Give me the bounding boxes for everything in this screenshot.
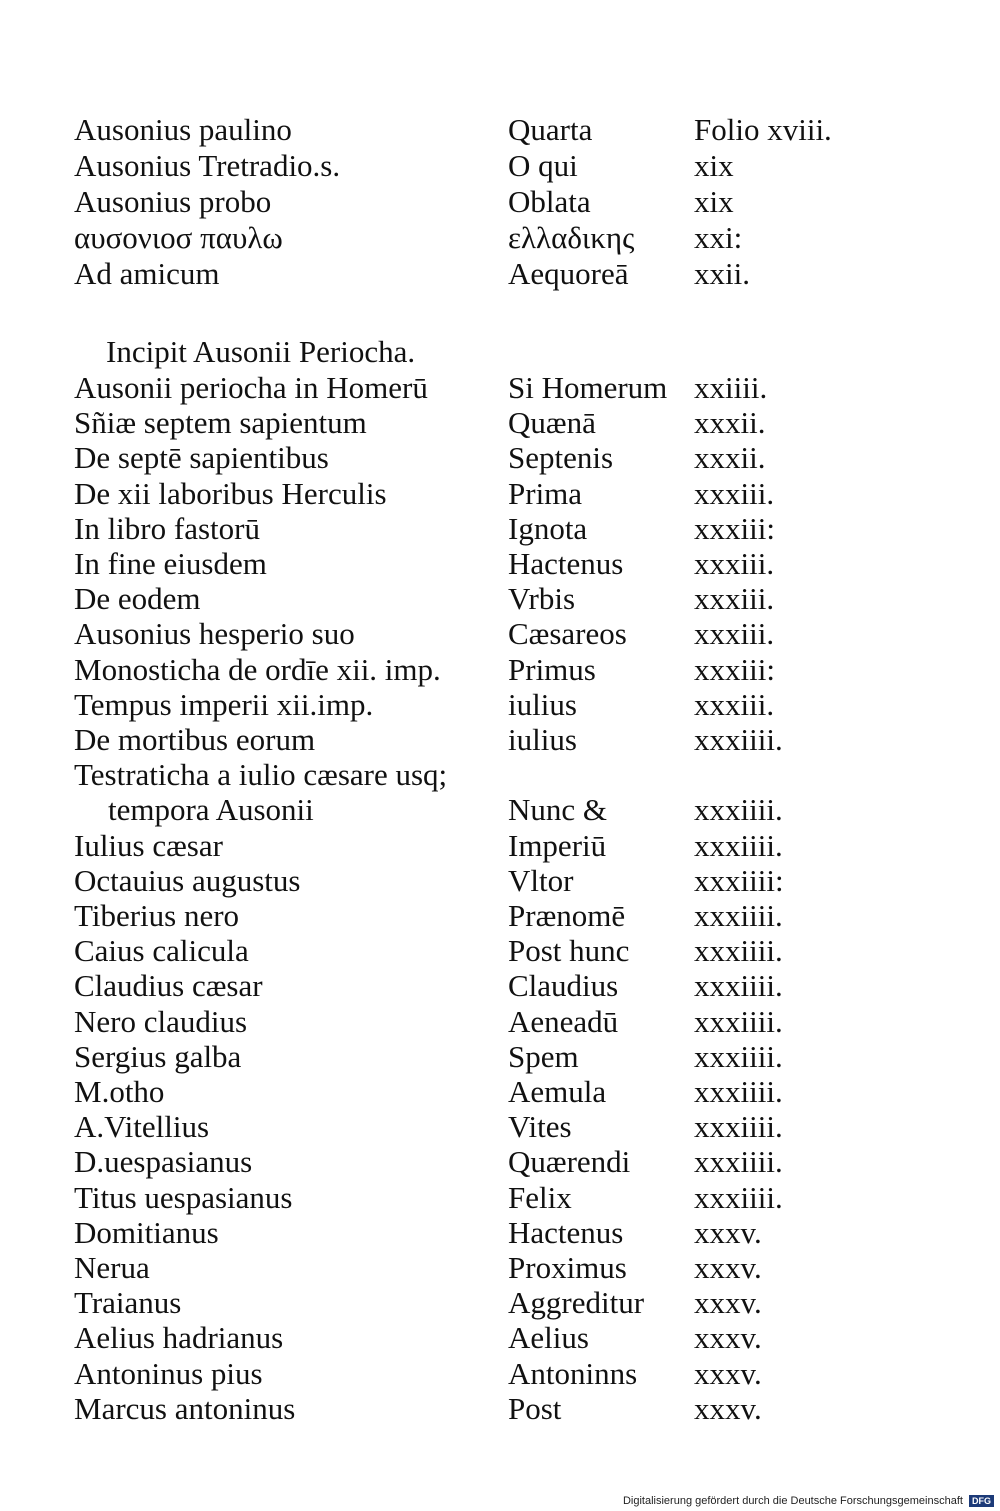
index-row	[0, 898, 1000, 934]
digitization-credit	[623, 1495, 994, 1507]
entry-title: In fine eiusdem	[74, 546, 267, 581]
section-heading: Incipit Ausonii Periocha.	[106, 334, 416, 369]
entry-folio: xxxiiii.	[694, 1003, 783, 1039]
entry-title: tempora Ausonii	[108, 792, 314, 828]
index-row	[0, 616, 1000, 652]
entry-title: Ausonii periocha in Homerū	[74, 370, 428, 405]
entry-folio: xxxiiii.	[694, 1179, 783, 1215]
index-row	[0, 220, 1000, 256]
index-row	[0, 1074, 1000, 1110]
entry-title: Claudius cæsar	[74, 968, 263, 1004]
entry-folio: xxxv.	[694, 1285, 762, 1321]
index-row	[0, 148, 1000, 184]
entry-incipit: Aelius	[508, 1320, 589, 1356]
entry-folio: xxxiiii.	[694, 827, 783, 863]
entry-incipit: Vltor	[508, 862, 574, 898]
entry-title: In libro fastorū	[74, 510, 260, 546]
entry-title: Domitianus	[74, 1214, 219, 1250]
entry-incipit: Vrbis	[508, 581, 576, 617]
entry-incipit: Post	[508, 1390, 562, 1426]
index-row	[0, 968, 1000, 1004]
index-row	[0, 511, 1000, 547]
entry-title: Marcus antoninus	[74, 1390, 296, 1426]
entry-incipit: Oblata	[508, 184, 591, 219]
entry-folio: xix	[694, 148, 734, 183]
index-row	[0, 757, 1000, 793]
index-row	[0, 1320, 1000, 1356]
index-row	[0, 476, 1000, 512]
entry-folio: xxxiii.	[694, 616, 775, 652]
entry-folio: xxxiii.	[694, 686, 775, 722]
entry-title: Titus uespasianus	[74, 1179, 293, 1215]
entry-title: Iulius cæsar	[74, 827, 223, 863]
entry-title: A.Vitellius	[74, 1109, 210, 1145]
entry-folio: xxxv.	[694, 1390, 762, 1426]
entry-incipit: Antoninns	[508, 1355, 638, 1391]
entry-folio: xxxv.	[694, 1355, 762, 1391]
entry-folio: xxiiii.	[694, 370, 768, 405]
entry-incipit: Quærendi	[508, 1144, 631, 1180]
entry-folio: xxxiiii.	[694, 1144, 783, 1180]
entry-title: Aelius hadrianus	[74, 1320, 284, 1356]
entry-folio: xxxiiii.	[694, 933, 783, 969]
index-row	[0, 1109, 1000, 1145]
entry-title: αυσονιοσ παυλω	[74, 220, 283, 255]
entry-title: Tiberius nero	[74, 898, 240, 933]
entry-incipit: Felix	[508, 1179, 572, 1215]
entry-incipit: Aemula	[508, 1074, 607, 1109]
index-row	[0, 1250, 1000, 1286]
index-row	[0, 112, 1000, 148]
entry-folio: xxii.	[694, 256, 750, 291]
entry-incipit: iulius	[508, 722, 577, 757]
entry-folio: xxxv.	[694, 1250, 762, 1285]
entry-incipit: Imperiū	[508, 827, 607, 863]
index-row	[0, 370, 1000, 406]
credit-text: Digitalisierung gefördert durch die Deutsche Forschungsgemeinschaft	[622, 1494, 963, 1507]
entry-title: De septē sapientibus	[74, 440, 329, 476]
index-row	[0, 687, 1000, 723]
entry-title: Sergius galba	[74, 1038, 242, 1074]
entry-folio: xxxiii.	[694, 546, 775, 581]
index-row	[0, 546, 1000, 582]
entry-incipit: Aeneadū	[508, 1003, 619, 1039]
entry-incipit: Quarta	[508, 112, 593, 147]
index-row	[0, 405, 1000, 441]
entry-title: De xii laboribus Herculis	[74, 475, 387, 511]
index-row	[0, 863, 1000, 899]
entry-folio: xxxiiii.	[694, 1074, 783, 1109]
entry-folio: xxxv.	[694, 1214, 762, 1250]
entry-title: Monosticha de ordīe xii. imp.	[74, 651, 441, 687]
entry-title: De eodem	[74, 581, 201, 617]
entry-folio: xxxiiii.	[694, 792, 783, 828]
entry-folio: xxxiiii.	[694, 1038, 783, 1074]
index-row	[0, 722, 1000, 758]
entry-title: Traianus	[74, 1285, 182, 1321]
entry-title: Testraticha a iulio cæsare usq;	[74, 757, 448, 793]
entry-folio: xxxii.	[694, 440, 766, 476]
entry-folio: Folio xviii.	[694, 112, 832, 147]
entry-incipit: Ignota	[508, 510, 588, 546]
index-row	[0, 1285, 1000, 1321]
entry-title: D.uespasianus	[74, 1144, 253, 1180]
entry-incipit: Prima	[508, 475, 583, 511]
index-row	[0, 792, 1000, 828]
entry-incipit: ελλαδικης	[508, 220, 635, 255]
entry-folio: xxxiiii.	[694, 968, 783, 1004]
entry-incipit: Si Homerum	[508, 370, 668, 405]
entry-folio: xxxiiii.	[694, 722, 783, 757]
index-row	[0, 581, 1000, 617]
entry-incipit: Spem	[508, 1038, 579, 1074]
index-row	[0, 1004, 1000, 1040]
entry-incipit: O qui	[508, 148, 578, 183]
entry-incipit: Aggreditur	[508, 1285, 645, 1321]
entry-title: Nero claudius	[74, 1003, 248, 1039]
entry-folio: xxxiiii.	[694, 1109, 783, 1145]
index-row	[0, 652, 1000, 688]
index-row	[0, 256, 1000, 292]
entry-incipit: Aequoreā	[508, 256, 629, 291]
entry-folio: xxxiiii:	[694, 862, 784, 898]
entry-title: Sñiæ septem sapientum	[74, 405, 367, 441]
entry-incipit: Proximus	[508, 1250, 627, 1285]
index-row	[0, 184, 1000, 220]
entry-incipit: iulius	[508, 686, 577, 722]
entry-incipit: Quænā	[508, 405, 596, 441]
entry-folio: xxxiii.	[694, 581, 775, 617]
entry-incipit: Hactenus	[508, 1214, 624, 1250]
entry-title: Ausonius probo	[74, 184, 272, 219]
index-row	[0, 1356, 1000, 1392]
entry-title: Ausonius Tretradio.s.	[74, 148, 341, 183]
entry-folio: xxxiii.	[694, 475, 775, 511]
entry-incipit: Cæsareos	[508, 616, 627, 652]
entry-title: Antoninus pius	[74, 1355, 263, 1391]
entry-folio: xxxiii:	[694, 510, 775, 546]
entry-folio: xxxii.	[694, 405, 766, 441]
entry-title: M.otho	[74, 1074, 165, 1109]
entry-folio: xxxiii:	[694, 651, 775, 687]
entry-title: Ad amicum	[74, 256, 220, 291]
entry-title: Nerua	[74, 1250, 150, 1285]
dfg-logo: DFG	[969, 1495, 994, 1507]
entry-incipit: Hactenus	[508, 546, 624, 581]
index-row	[0, 1144, 1000, 1180]
index-row	[0, 440, 1000, 476]
index-row	[0, 828, 1000, 864]
entry-incipit: Claudius	[508, 968, 619, 1004]
entry-title: Octauius augustus	[74, 862, 301, 898]
entry-incipit: Vites	[508, 1109, 572, 1145]
index-row	[0, 1391, 1000, 1427]
entry-incipit: Primus	[508, 651, 596, 687]
entry-title: Ausonius hesperio suo	[74, 616, 355, 652]
index-row	[0, 1180, 1000, 1216]
entry-folio: xix	[694, 184, 734, 219]
index-row	[0, 1039, 1000, 1075]
entry-folio: xxi:	[694, 220, 743, 255]
entry-folio: xxxiiii.	[694, 898, 783, 933]
entry-folio: xxxv.	[694, 1320, 762, 1356]
entry-title: Caius calicula	[74, 933, 249, 969]
entry-incipit: Nunc &	[508, 792, 608, 828]
entry-incipit: Prænomē	[508, 898, 626, 933]
entry-title: De mortibus eorum	[74, 722, 316, 757]
entry-title: Ausonius paulino	[74, 112, 292, 147]
entry-incipit: Septenis	[508, 440, 614, 476]
index-row	[0, 933, 1000, 969]
entry-title: Tempus imperii xii.imp.	[74, 686, 374, 722]
index-row	[0, 1215, 1000, 1251]
entry-incipit: Post hunc	[508, 933, 630, 969]
